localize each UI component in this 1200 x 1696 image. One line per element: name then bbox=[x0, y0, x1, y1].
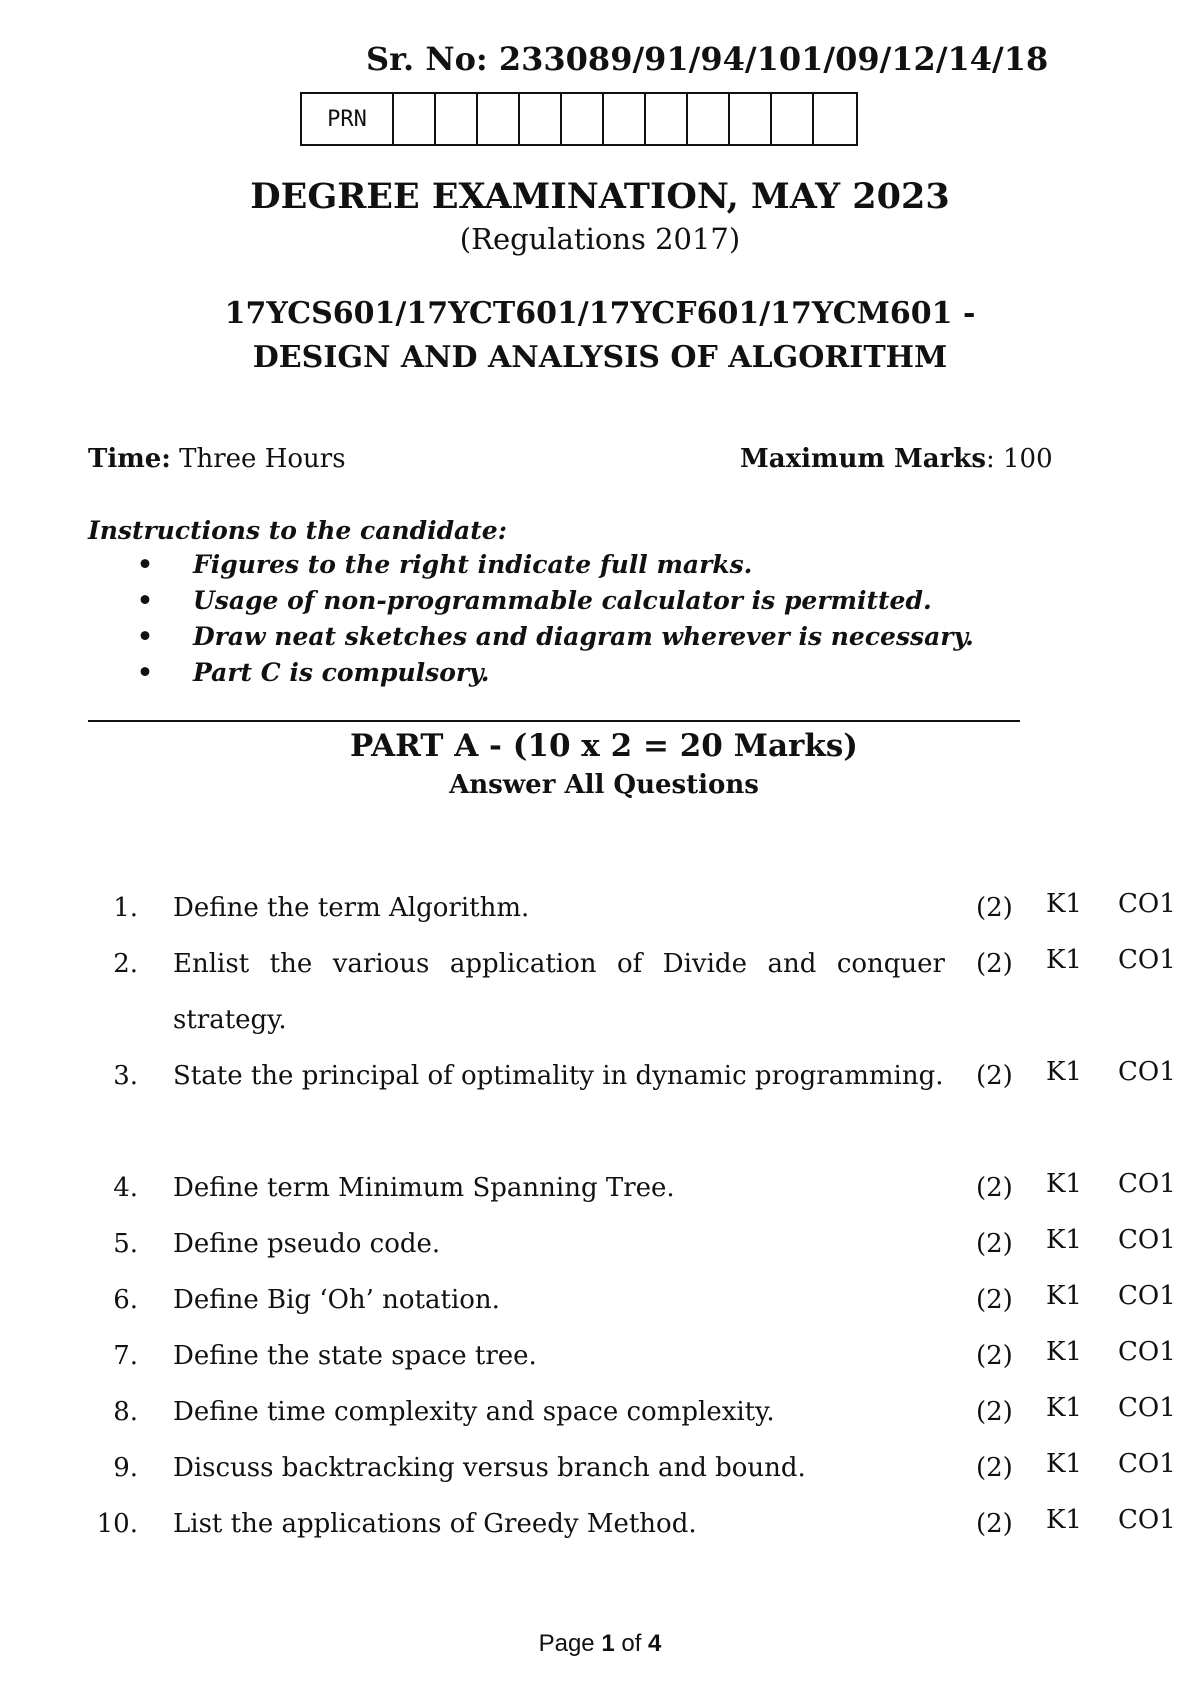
page-current: 1 bbox=[601, 1630, 615, 1657]
question-number: 9. bbox=[113, 1453, 138, 1483]
question-knowledge-level: K1 bbox=[1046, 1169, 1082, 1199]
question-course-outcome: CO1 bbox=[1118, 889, 1176, 919]
question-number: 6. bbox=[113, 1285, 138, 1315]
question-number: 3. bbox=[113, 1061, 138, 1091]
question-number: 7. bbox=[113, 1341, 138, 1371]
question-number: 2. bbox=[113, 949, 138, 979]
prn-cell bbox=[772, 94, 814, 144]
prn-cell bbox=[730, 94, 772, 144]
page-total: 4 bbox=[648, 1630, 662, 1657]
question-number: 5. bbox=[113, 1229, 138, 1259]
question-text: Define time complexity and space complexity. bbox=[173, 1397, 775, 1427]
question-course-outcome: CO1 bbox=[1118, 1505, 1176, 1535]
max-marks-label: Maximum Marks bbox=[740, 444, 986, 474]
question-course-outcome: CO1 bbox=[1118, 1337, 1176, 1367]
prn-cell bbox=[604, 94, 646, 144]
instruction-text: Usage of non-programmable calculator is permitted. bbox=[193, 586, 932, 615]
question-text: Enlist the various application of Divide and conquer strategy. bbox=[173, 949, 945, 1035]
instructions-heading: Instructions to the candidate: bbox=[88, 516, 507, 545]
question-marks: (2) bbox=[976, 1453, 1013, 1483]
prn-cell bbox=[520, 94, 562, 144]
prn-cell bbox=[814, 94, 856, 144]
exam-title: DEGREE EXAMINATION, MAY 2023 bbox=[250, 176, 950, 217]
question-number: 4. bbox=[113, 1173, 138, 1203]
instruction-text: Figures to the right indicate full marks. bbox=[193, 550, 753, 579]
course-code: 17YCS601/17YCT601/17YCF601/17YCM601 - bbox=[224, 296, 976, 331]
question-number: 10. bbox=[96, 1509, 138, 1539]
prn-cell bbox=[646, 94, 688, 144]
question-text: Define Big ‘Oh’ notation. bbox=[173, 1285, 500, 1315]
question-marks: (2) bbox=[976, 1285, 1013, 1315]
part-a-title: PART A - (10 x 2 = 20 Marks) bbox=[350, 728, 858, 764]
instruction-text: Draw neat sketches and diagram wherever is necessary. bbox=[193, 622, 974, 651]
divider bbox=[88, 720, 1020, 722]
bullet-icon: • bbox=[137, 622, 153, 651]
bullet-icon: • bbox=[137, 550, 153, 579]
question-knowledge-level: K1 bbox=[1046, 1281, 1082, 1311]
question-course-outcome: CO1 bbox=[1118, 1169, 1176, 1199]
page-prefix: Page bbox=[538, 1630, 595, 1657]
prn-label: PRN bbox=[302, 94, 394, 144]
question-marks: (2) bbox=[976, 1173, 1013, 1203]
bullet-icon: • bbox=[137, 658, 153, 687]
question-knowledge-level: K1 bbox=[1046, 945, 1082, 975]
page-footer bbox=[0, 1630, 1200, 1658]
bullet-icon: • bbox=[137, 586, 153, 615]
question-text: List the applications of Greedy Method. bbox=[173, 1509, 697, 1539]
question-text: State the principal of optimality in dynamic programming. bbox=[173, 1061, 944, 1091]
question-course-outcome: CO1 bbox=[1118, 1057, 1176, 1087]
question-course-outcome: CO1 bbox=[1118, 1225, 1176, 1255]
question-knowledge-level: K1 bbox=[1046, 1393, 1082, 1423]
question-text: Discuss backtracking versus branch and bound. bbox=[173, 1453, 806, 1483]
question-marks: (2) bbox=[976, 1509, 1013, 1539]
question-course-outcome: CO1 bbox=[1118, 1449, 1176, 1479]
question-knowledge-level: K1 bbox=[1046, 889, 1082, 919]
question-knowledge-level: K1 bbox=[1046, 1449, 1082, 1479]
serial-number: Sr. No: 233089/91/94/101/09/12/14/18 bbox=[366, 40, 1049, 78]
question-marks: (2) bbox=[976, 1061, 1013, 1091]
question-knowledge-level: K1 bbox=[1046, 1225, 1082, 1255]
question-number: 8. bbox=[113, 1397, 138, 1427]
time-value: Three Hours bbox=[179, 444, 346, 474]
time-label: Time: bbox=[88, 444, 171, 474]
question-text: Define pseudo code. bbox=[173, 1229, 441, 1259]
question-marks: (2) bbox=[976, 893, 1013, 923]
question-text: Define term Minimum Spanning Tree. bbox=[173, 1173, 675, 1203]
question-marks: (2) bbox=[976, 1397, 1013, 1427]
part-a-subtitle: Answer All Questions bbox=[449, 770, 759, 800]
question-course-outcome: CO1 bbox=[1118, 945, 1176, 975]
question-knowledge-level: K1 bbox=[1046, 1505, 1082, 1535]
max-marks-value: : 100 bbox=[985, 444, 1053, 474]
question-number: 1. bbox=[113, 893, 138, 923]
regulations: (Regulations 2017) bbox=[459, 222, 741, 256]
question-course-outcome: CO1 bbox=[1118, 1281, 1176, 1311]
question-knowledge-level: K1 bbox=[1046, 1057, 1082, 1087]
question-marks: (2) bbox=[976, 1229, 1013, 1259]
prn-box bbox=[300, 92, 858, 146]
question-knowledge-level: K1 bbox=[1046, 1337, 1082, 1367]
question-marks: (2) bbox=[976, 949, 1013, 979]
max-marks-info bbox=[740, 444, 1053, 474]
prn-cell bbox=[478, 94, 520, 144]
instruction-text: Part C is compulsory. bbox=[193, 658, 490, 687]
prn-cell bbox=[394, 94, 436, 144]
course-name: DESIGN AND ANALYSIS OF ALGORITHM bbox=[252, 340, 948, 375]
question-text: Define the state space tree. bbox=[173, 1341, 537, 1371]
question-marks: (2) bbox=[976, 1341, 1013, 1371]
prn-cell bbox=[688, 94, 730, 144]
time-info bbox=[88, 444, 346, 474]
question-course-outcome: CO1 bbox=[1118, 1393, 1176, 1423]
prn-cell bbox=[436, 94, 478, 144]
prn-cell bbox=[562, 94, 604, 144]
question-text: Define the term Algorithm. bbox=[173, 893, 530, 923]
page-of: of bbox=[621, 1630, 642, 1657]
